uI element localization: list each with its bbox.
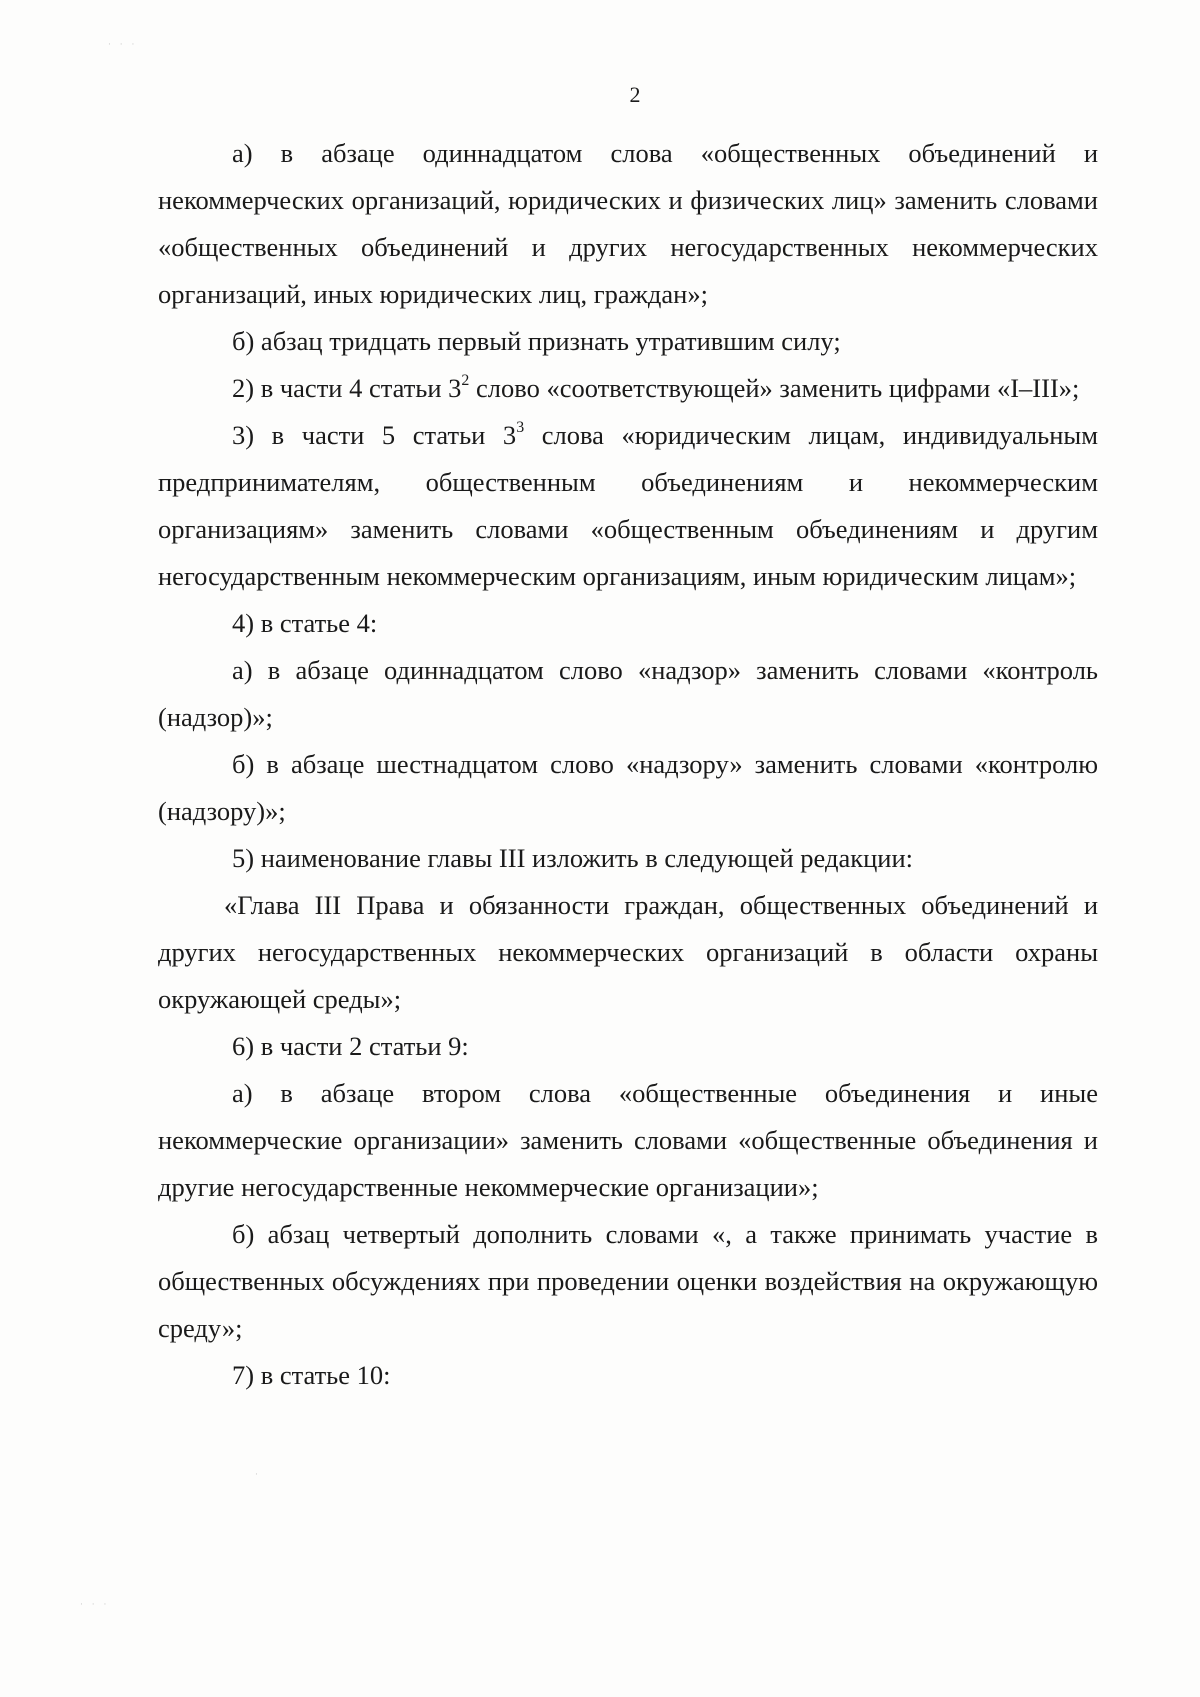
paragraph-2-text: 2) в части 4 статьи 3 (232, 373, 462, 403)
superscript-2: 2 (461, 371, 470, 389)
paragraph-2 (158, 365, 1098, 412)
paragraph-4a: а) в абзаце одиннадцатом слово «надзор» заменить словами «контроль (надзор)»; (158, 655, 1098, 732)
scan-noise-bottom: · (255, 1470, 261, 1480)
paragraph-4b: б) в абзаце шестнадцатом слово «надзору» заменить словами «контролю (надзору)»; (158, 749, 1098, 826)
paragraph-3-text: 3) в части 5 статьи 3 (232, 420, 517, 450)
paragraph-1b: б) абзац тридцать первый признать утратившим силу; (232, 326, 841, 356)
paragraph-7: 7) в статье 10: (232, 1360, 391, 1390)
paragraph-6b: б) абзац четвертый дополнить словами «, а также принимать участие в общественных обсуждениях при проведении оценки воздействия на окружающую среду»; (158, 1219, 1098, 1343)
scan-noise-left-top: · · · (108, 40, 138, 50)
paragraph-3-rest: слова «юридическим лицам, индивидуальным предпринимателям, общественным объединениям и некоммерческим организациям» заменить словами «общественным объединениям и другим негосударственным некоммерческим организациям, иным юридическим лицам»; (158, 420, 1098, 591)
scan-noise-left-bottom: · · · (80, 1600, 110, 1610)
paragraph-4: 4) в статье 4: (232, 608, 378, 638)
superscript-3: 3 (516, 418, 525, 436)
document-body (158, 130, 1098, 1399)
paragraph-chapter-title: «Глава III Права и обязанности граждан, общественных объединений и других негосударственных некоммерческих организаций в области охраны окружающей среды»; (158, 890, 1098, 1014)
page-number: 2 (629, 82, 641, 107)
paragraph-2-rest: слово «соответствующей» заменить цифрами «I–III»; (469, 373, 1080, 403)
paragraph-6a: а) в абзаце втором слова «общественные объединения и иные некоммерческие организации» заменить словами «общественные объединения и другие негосударственные некоммерческие организации»; (158, 1078, 1098, 1202)
paragraph-5: 5) наименование главы III изложить в следующей редакции: (232, 843, 913, 873)
paragraph-1a: а) в абзаце одиннадцатом слова «общественных объединений и некоммерческих организаций, юридических и физических лиц» заменить словами «общественных объединений и других негосударственных некоммерческих организаций, иных юридических лиц, граждан»; (158, 138, 1098, 309)
paragraph-6: 6) в части 2 статьи 9: (232, 1031, 469, 1061)
paragraph-3 (158, 412, 1098, 600)
